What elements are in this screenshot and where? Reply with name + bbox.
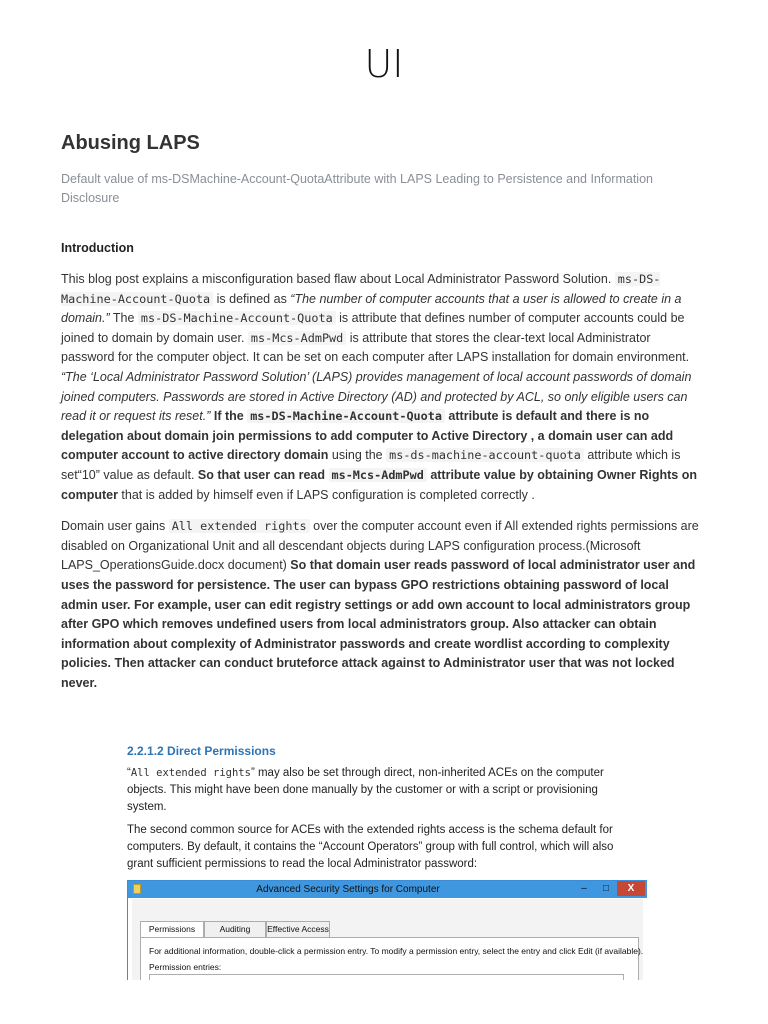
paragraph-2: Domain user gains All extended rights over the computer account even if All extended rights permissions are disabled on Organizational Unit and all descendant objects during LAPS configuration process.(Microsoft LAPS_OperationsGuide.docx document) So that domain user reads password of local administrator user and uses the password for persistence. The user can bypass GPO restrictions obtaining password of local admin user. For example, user can edit registry settings or add own account to local administrators group after GPO which removes undefined users from local administrators group. Also attacker can obtain information about complexity of Administrator passwords and create wordlist according to complexity policies. Then attacker can conduct bruteforce attack against to Administrator user that was not locked never.	[61, 519, 699, 690]
maximize-button: □	[602, 883, 610, 894]
inline-code: All extended rights	[130, 767, 251, 779]
quote-text: “The ‘Local Administrator Password Solution’ (LAPS) provides management of local account passwords of domain joined computers. Passwords are stored in Active Directory (AD) and protected by ACL, so only eligible users can read it or request its reset.”	[61, 369, 692, 424]
figure-heading: 2.2.1.2 Direct Permissions	[127, 744, 276, 758]
quote-text: “The number of computer accounts that a user is allowed to create in a domain.”	[61, 291, 682, 326]
inline-code: ms-Mcs-AdmPwd	[248, 331, 346, 345]
permission-entries-label: Permission entries:	[149, 962, 222, 972]
permission-entries-list	[149, 974, 624, 980]
inline-code: All extended rights	[169, 519, 310, 533]
inline-code: ms-ds-machine-account-quota	[386, 448, 584, 462]
inline-code: ms-DS-Machine-Account-Quota	[138, 311, 336, 325]
security-settings-dialog	[127, 880, 647, 980]
section-heading-introduction: Introduction	[61, 241, 134, 255]
dialog-title: Advanced Security Settings for Computer	[256, 884, 440, 895]
tab-auditing: Auditing	[204, 921, 266, 938]
emphasis-text: If the ms-DS-Machine-Account-Quota attribute is default and there is no delegation about domain join permissions to add computer to Active Directory , a domain user can add computer account to active directory domain	[61, 409, 674, 463]
tab-effective-access: Effective Access	[266, 921, 330, 938]
dialog-titlebar	[128, 881, 647, 898]
inline-code: ms-DS-Machine-Account-Quota	[61, 272, 661, 306]
minimize-button: –	[581, 883, 587, 894]
inline-code: ms-Mcs-AdmPwd	[329, 468, 427, 482]
close-button: X	[617, 881, 645, 896]
tab-permissions: Permissions	[140, 921, 204, 939]
figure-text-2: The second common source for ACEs with the extended rights access is the schema default for computers. By default, it contains the “Account Operators” group with full control, which will also grant sufficient permissions to read the local Administrator password:	[127, 824, 614, 870]
figure-text-1: “All extended rights” may also be set through direct, non-inherited ACEs on the computer objects. This might have been done manually by the customer or with a script or provisioning system.	[127, 767, 604, 813]
inline-code: ms-DS-Machine-Account-Quota	[247, 409, 445, 423]
emphasis-text: So that domain user reads password of local administrator user and uses the password for persistence. The user can bypass GPO restrictions obtaining password of local admin user. For example, user can edit registry settings or add own account to local administrators group after GPO which removes undefined users from local administrators group. Also attacker can obtain information about complexity of Administrator passwords and create wordlist according to complexity policies. Then attacker can conduct bruteforce attack against to Administrator user that was not locked never.	[61, 558, 696, 690]
page-title: UI	[364, 42, 404, 86]
article-title: Abusing LAPS	[61, 132, 200, 154]
dialog-body	[132, 899, 643, 980]
embedded-document-screenshot	[127, 740, 647, 980]
paragraph-1: This blog post explains a misconfiguration based flaw about Local Administrator Password Solution. ms-DS-Machine-Account-Quota is defined as “The number of computer accounts that a user is allowed to create in a domain.” The ms-DS-Machine-Account-Quota is attribute that defines number of computer accounts could be joined to domain by domain user. ms-Mcs-AdmPwd is attribute that stores the clear-text local Administrator password for the computer object. It can be set on each computer after LAPS installation for domain environment. “The ‘Local Administrator Password Solution’ (LAPS) provides management of local account passwords of domain joined computers. Passwords are stored in Active Directory (AD) and protected by ACL, so only eligible users can read it or request its reset.” If the ms-DS-Machine-Account-Quota attribute is default and there is no delegation about domain join permissions to add computer to Active Directory , a domain user can add computer account to active directory domain using the ms-ds-machine-account-quota attribute which is set“10” value as default. So that user can read ms-Mcs-AdmPwd attribute value by obtaining Owner Rights on computer that is added by himself even if LAPS configuration is completed correctly .	[61, 272, 697, 502]
article-content	[61, 128, 707, 693]
emphasis-text: So that user can read ms-Mcs-AdmPwd attribute value by obtaining Owner Rights on computer	[61, 467, 697, 502]
article-subtitle: Default value of ms-DSMachine-Account-QuotaAttribute with LAPS Leading to Persistence and Information Disclosure	[61, 172, 653, 205]
permissions-panel	[140, 937, 644, 980]
permissions-info-text: For additional information, double-click a permission entry. To modify a permission entry, select the entry and click Edit (if available).	[149, 946, 644, 956]
